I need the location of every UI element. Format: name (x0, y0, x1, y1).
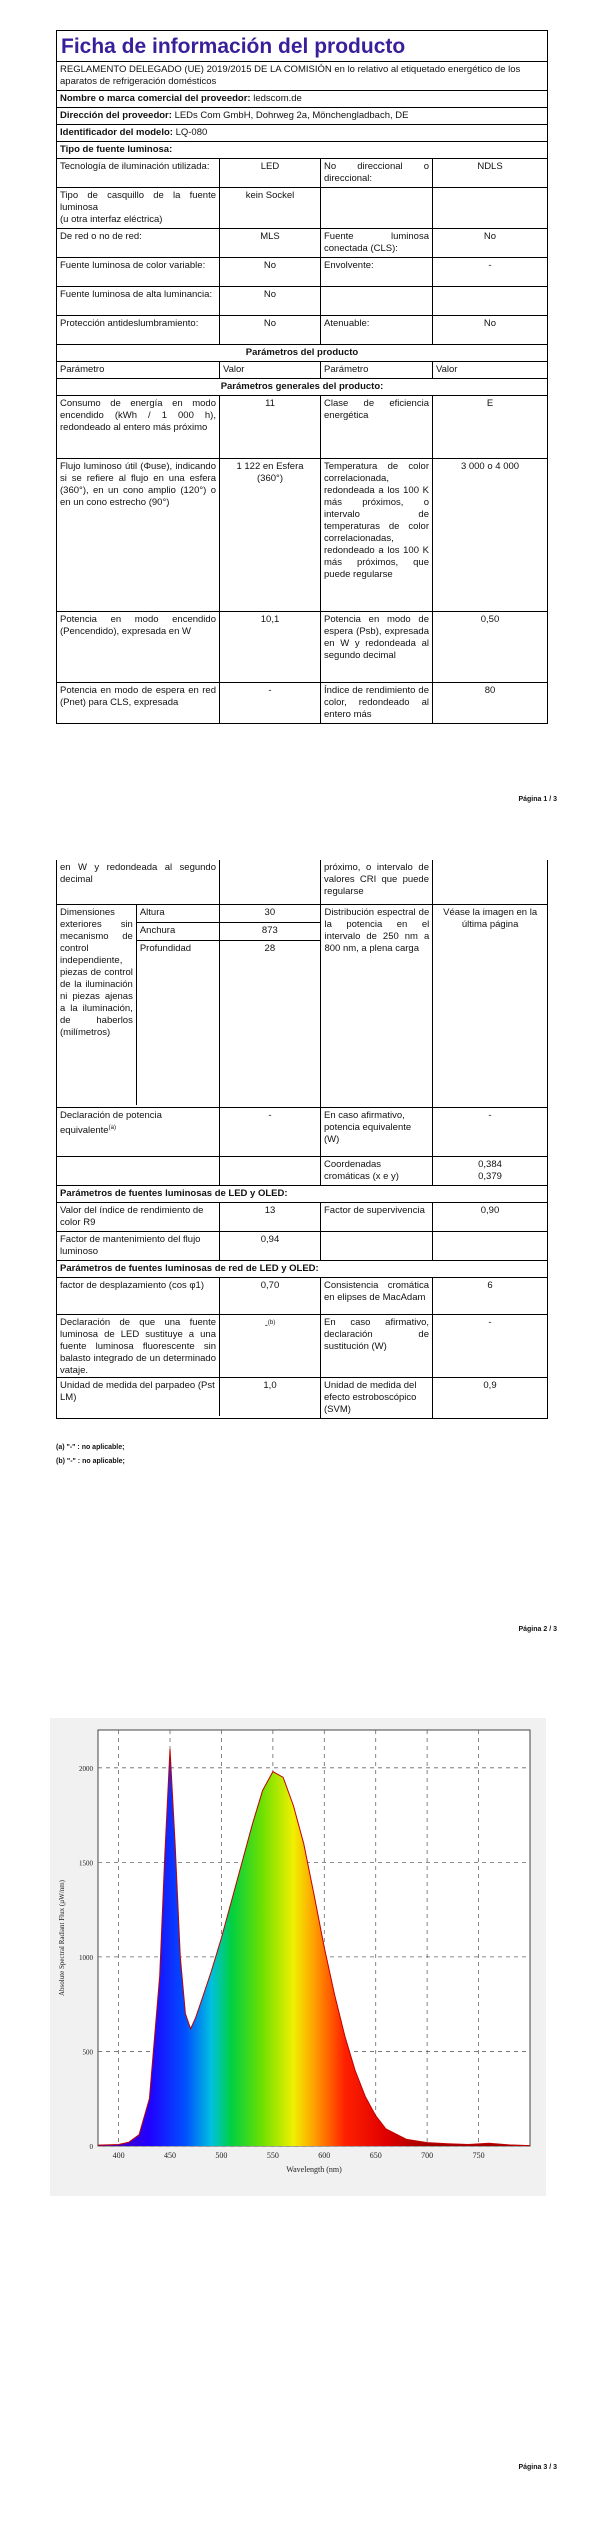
param-label: Consumo de energía en modo encendido (kWh / 1 000 h), redondeado al entero más próximo (57, 396, 220, 458)
spectrum-svg (50, 1718, 546, 2196)
substitution-value: - (488, 1317, 492, 1328)
param-label: Protección antideslumbramiento: (57, 316, 220, 344)
page-2 (0, 860, 595, 1690)
param-row (57, 188, 547, 229)
dim-name: Profundidad (137, 941, 220, 1107)
product-info-sheet-continued (56, 860, 548, 1419)
empty-cell (220, 1157, 321, 1185)
page-number: Página 2 / 3 (518, 1626, 557, 1633)
x-tick-label: 450 (164, 2151, 176, 2160)
r9-row (57, 1203, 547, 1232)
dim-row (137, 923, 321, 941)
param-label: Fuente luminosa de alta luminancia: (57, 287, 220, 315)
col-value-2: Valor (436, 364, 458, 375)
x-tick-label: 500 (215, 2151, 228, 2160)
general-param-rows (57, 396, 547, 724)
param-value: - (220, 683, 321, 723)
param-label: Flujo luminoso útil (Φuse), indicando si se refiere al flujo en una esfera (360°), en un cono amplio (120°) o en un cono estrecho (90°) (57, 459, 220, 611)
param-value-2: NDLS (477, 161, 503, 172)
param-value-2: 0,50 (480, 614, 500, 625)
param-value: LED (220, 159, 321, 187)
brand-value: ledscom.de (253, 93, 302, 104)
dimensions-label: Dimensiones exteriores sin mecanismo de control independiente, piezas de control de la iluminación ni piezas ajenas a la iluminación, de haberlos (milímetros) (57, 905, 137, 1105)
empty-cell (433, 1232, 547, 1260)
footnote-b: (b) "-" : no aplicable; (56, 1458, 125, 1465)
cos-label: factor de desplazamiento (cos φ1) (57, 1278, 220, 1314)
param-label-2: Índice de rendimiento de color, redondeado al entero más (321, 683, 433, 723)
equiv-footnote-mark: (a) (108, 1125, 116, 1131)
x-tick-label: 400 (112, 2151, 125, 2160)
dimensions-table (137, 905, 322, 1107)
maintenance-row (57, 1232, 547, 1261)
param-value-2 (433, 188, 547, 228)
spectral-label: Distribución espectral de la potencia en el intervalo de 250 nm a 800 nm, a plena carga (321, 905, 433, 1107)
param-row (57, 396, 547, 459)
flicker-row (57, 1378, 547, 1419)
fluor-value-text: - (264, 1320, 268, 1332)
general-title-row (57, 379, 547, 396)
empty-cell (57, 1157, 220, 1185)
regulation-text: REGLAMENTO DELEGADO (UE) 2019/2015 DE LA COMISIÓN en lo relativo al etiquetado energético de los aparatos de refrigeración domésticos (60, 64, 521, 87)
param-row (57, 287, 547, 316)
cos-row (57, 1278, 547, 1315)
empty-cell (321, 1232, 433, 1260)
param-value: 1 122 en Esfera (360°) (220, 459, 321, 611)
source-type-label: Tipo de fuente luminosa: (60, 144, 173, 155)
continued-row (57, 860, 547, 905)
equivalent-power-row (57, 1108, 547, 1157)
r9-value: 13 (220, 1203, 321, 1231)
flicker-label: Unidad de medida del parpadeo (Pst LM) (57, 1378, 220, 1416)
address-value: LEDs Com GmbH, Dohrweg 2a, Mönchengladbach, DE (174, 110, 409, 121)
dim-name: Anchura (137, 923, 220, 940)
substitution-label: En caso afirmativo, declaración de sustitución (W) (321, 1315, 433, 1377)
param-value-2: - (488, 260, 492, 271)
page-3 (0, 1690, 595, 2526)
param-value-2: No (483, 231, 497, 242)
param-label-2 (321, 188, 433, 228)
param-value-2 (433, 287, 547, 315)
param-label: De red o no de red: (57, 229, 220, 257)
param-value: 11 (220, 396, 321, 458)
coords-label: Coordenadas cromáticas (x e y) (321, 1157, 433, 1185)
svm-label: Unidad de medida del efecto estroboscópico (SVM) (321, 1378, 433, 1418)
param-label-2: Atenuable: (321, 316, 433, 344)
equiv-d: - (488, 1110, 492, 1121)
dimensions-row (57, 905, 547, 1108)
spectrum-chart (50, 1718, 546, 2196)
param-value-2: No (483, 318, 497, 329)
flicker-value: 1,0 (220, 1378, 321, 1418)
x-tick-label: 700 (421, 2151, 434, 2160)
param-label: Fuente luminosa de color variable: (57, 258, 220, 286)
led-title-row (57, 1186, 547, 1203)
param-value: 10,1 (220, 612, 321, 682)
param-row (57, 612, 547, 683)
param-row (57, 258, 547, 287)
y-axis-label: Absolute Spectral Radiant Flux (µW/nm) (58, 1879, 66, 1997)
param-header-row (57, 362, 547, 379)
empty-cell (220, 860, 321, 904)
led-title: Parámetros de fuentes luminosas de LED y OLED: (60, 1188, 288, 1199)
col-param-1: Parámetro (57, 362, 220, 378)
param-row (57, 229, 547, 258)
svm-value: 0,9 (483, 1380, 497, 1391)
spectral-value: Véase la imagen en la última página (443, 907, 538, 930)
general-title: Parámetros generales del producto: (220, 381, 384, 392)
x-tick-label: 600 (318, 2151, 331, 2160)
product-info-sheet (56, 30, 548, 724)
param-value: MLS (220, 229, 321, 257)
chromaticity-row (57, 1157, 547, 1186)
x-tick-label: 750 (472, 2151, 485, 2160)
dim-value: 30 (264, 907, 276, 918)
y-tick-label: 0 (89, 2143, 93, 2151)
param-row (57, 683, 547, 724)
param-value-2: 3 000 o 4 000 (460, 461, 520, 472)
address-label: Dirección del proveedor: (60, 110, 172, 121)
survival-value: 0,90 (480, 1205, 500, 1216)
y-tick-label: 1000 (79, 1953, 93, 1962)
param-label: Potencia en modo encendido (Pencendido), expresada en W (57, 612, 220, 682)
y-tick-label: 1500 (79, 1859, 93, 1868)
param-value: No (220, 287, 321, 315)
param-label-2: Potencia en modo de espera (Psb), expresada en W y redondeada al segundo decimal (321, 612, 433, 682)
params-title-row (57, 345, 547, 362)
standby-net-cont: en W y redondeada al segundo decimal (57, 860, 220, 904)
x-tick-label: 550 (266, 2151, 279, 2160)
param-label: Potencia en modo de espera en red (Pnet) para CLS, expresada (57, 683, 220, 723)
param-label-2: No direccional o direccional: (321, 159, 433, 187)
param-value: kein Sockel (220, 188, 321, 228)
param-label: Tecnología de iluminación utilizada: (57, 159, 220, 187)
macadam-value: 6 (487, 1280, 493, 1291)
brand-label: Nombre o marca comercial del proveedor: (60, 93, 251, 104)
document-title: Ficha de información del producto (57, 31, 547, 62)
param-label-2 (321, 287, 433, 315)
param-label-2: Clase de eficiencia energética (321, 396, 433, 458)
param-value-2: E (486, 398, 494, 409)
y-tick-label: 2000 (79, 1764, 93, 1773)
model-label: Identificador del modelo: (60, 127, 173, 138)
param-label-2: Temperatura de color correlacionada, redondeada a los 100 K más próximos, o intervalo de temperaturas de color correlacionadas, redondeado a los 100 K más próximos, que puede regularse (321, 459, 433, 611)
survival-label: Factor de supervivencia (321, 1203, 433, 1231)
macadam-label: Consistencia cromática en elipses de MacAdam (321, 1278, 433, 1314)
mains-title-row (57, 1261, 547, 1278)
dim-row (137, 905, 321, 923)
fluor-label: Declaración de que una fuente luminosa de LED sustituye a una fuente luminosa fluorescente sin balasto integrado de un determinado vataje. (57, 1315, 220, 1377)
address-row (57, 108, 547, 125)
fluor-footnote-mark: (b) (267, 1320, 276, 1326)
mains-title: Parámetros de fuentes luminosas de red de LED y OLED: (60, 1263, 319, 1274)
page-1 (0, 0, 595, 860)
maintenance-value: 0,94 (220, 1232, 321, 1260)
x-tick-label: 650 (369, 2151, 382, 2160)
params-title: Parámetros del producto (245, 347, 359, 358)
param-value-2: 80 (484, 685, 496, 696)
param-value: No (220, 258, 321, 286)
page-number: Página 3 / 3 (518, 2464, 557, 2471)
param-value: No (220, 316, 321, 344)
dim-value: 873 (261, 925, 278, 936)
col-value-1: Valor (220, 362, 321, 378)
dim-row (137, 941, 321, 1107)
page-number: Página 1 / 3 (518, 796, 557, 803)
dim-value: 28 (264, 943, 276, 954)
param-label: Tipo de casquillo de la fuente luminosa (u otra interfaz eléctrica) (57, 188, 220, 228)
maintenance-label: Factor de mantenimiento del flujo luminoso (57, 1232, 220, 1260)
equiv-value: - (220, 1108, 321, 1156)
fluor-value (220, 1315, 321, 1377)
source-type-row (57, 142, 547, 159)
dim-name: Altura (137, 905, 220, 922)
footnote-a: (a) "-" : no aplicable; (56, 1444, 125, 1451)
equiv-label (57, 1108, 220, 1156)
model-row (57, 125, 547, 142)
light-source-rows (57, 159, 547, 345)
regulation-row (57, 62, 547, 91)
param-label-2: Envolvente: (321, 258, 433, 286)
param-row (57, 316, 547, 345)
coords-value: 0,384 0,379 (478, 1159, 502, 1182)
x-axis-label: Wavelength (nm) (286, 2165, 342, 2174)
equiv-label-text: Declaración de potencia equivalente (60, 1110, 162, 1137)
cri-cont: próximo, o intervalo de valores CRI que puede regularse (321, 860, 433, 904)
y-tick-label: 500 (82, 2048, 93, 2057)
model-value: LQ-080 (175, 127, 208, 138)
equiv-c: En caso afirmativo, potencia equivalente (W) (321, 1108, 433, 1156)
col-param-2: Parámetro (321, 362, 433, 378)
param-row (57, 459, 547, 612)
cos-value: 0,70 (220, 1278, 321, 1314)
param-label-2: Fuente luminosa conectada (CLS): (321, 229, 433, 257)
fluorescent-row (57, 1315, 547, 1378)
param-row (57, 159, 547, 188)
r9-label: Valor del índice de rendimiento de color R9 (57, 1203, 220, 1231)
brand-row (57, 91, 547, 108)
empty-cell (433, 860, 547, 904)
